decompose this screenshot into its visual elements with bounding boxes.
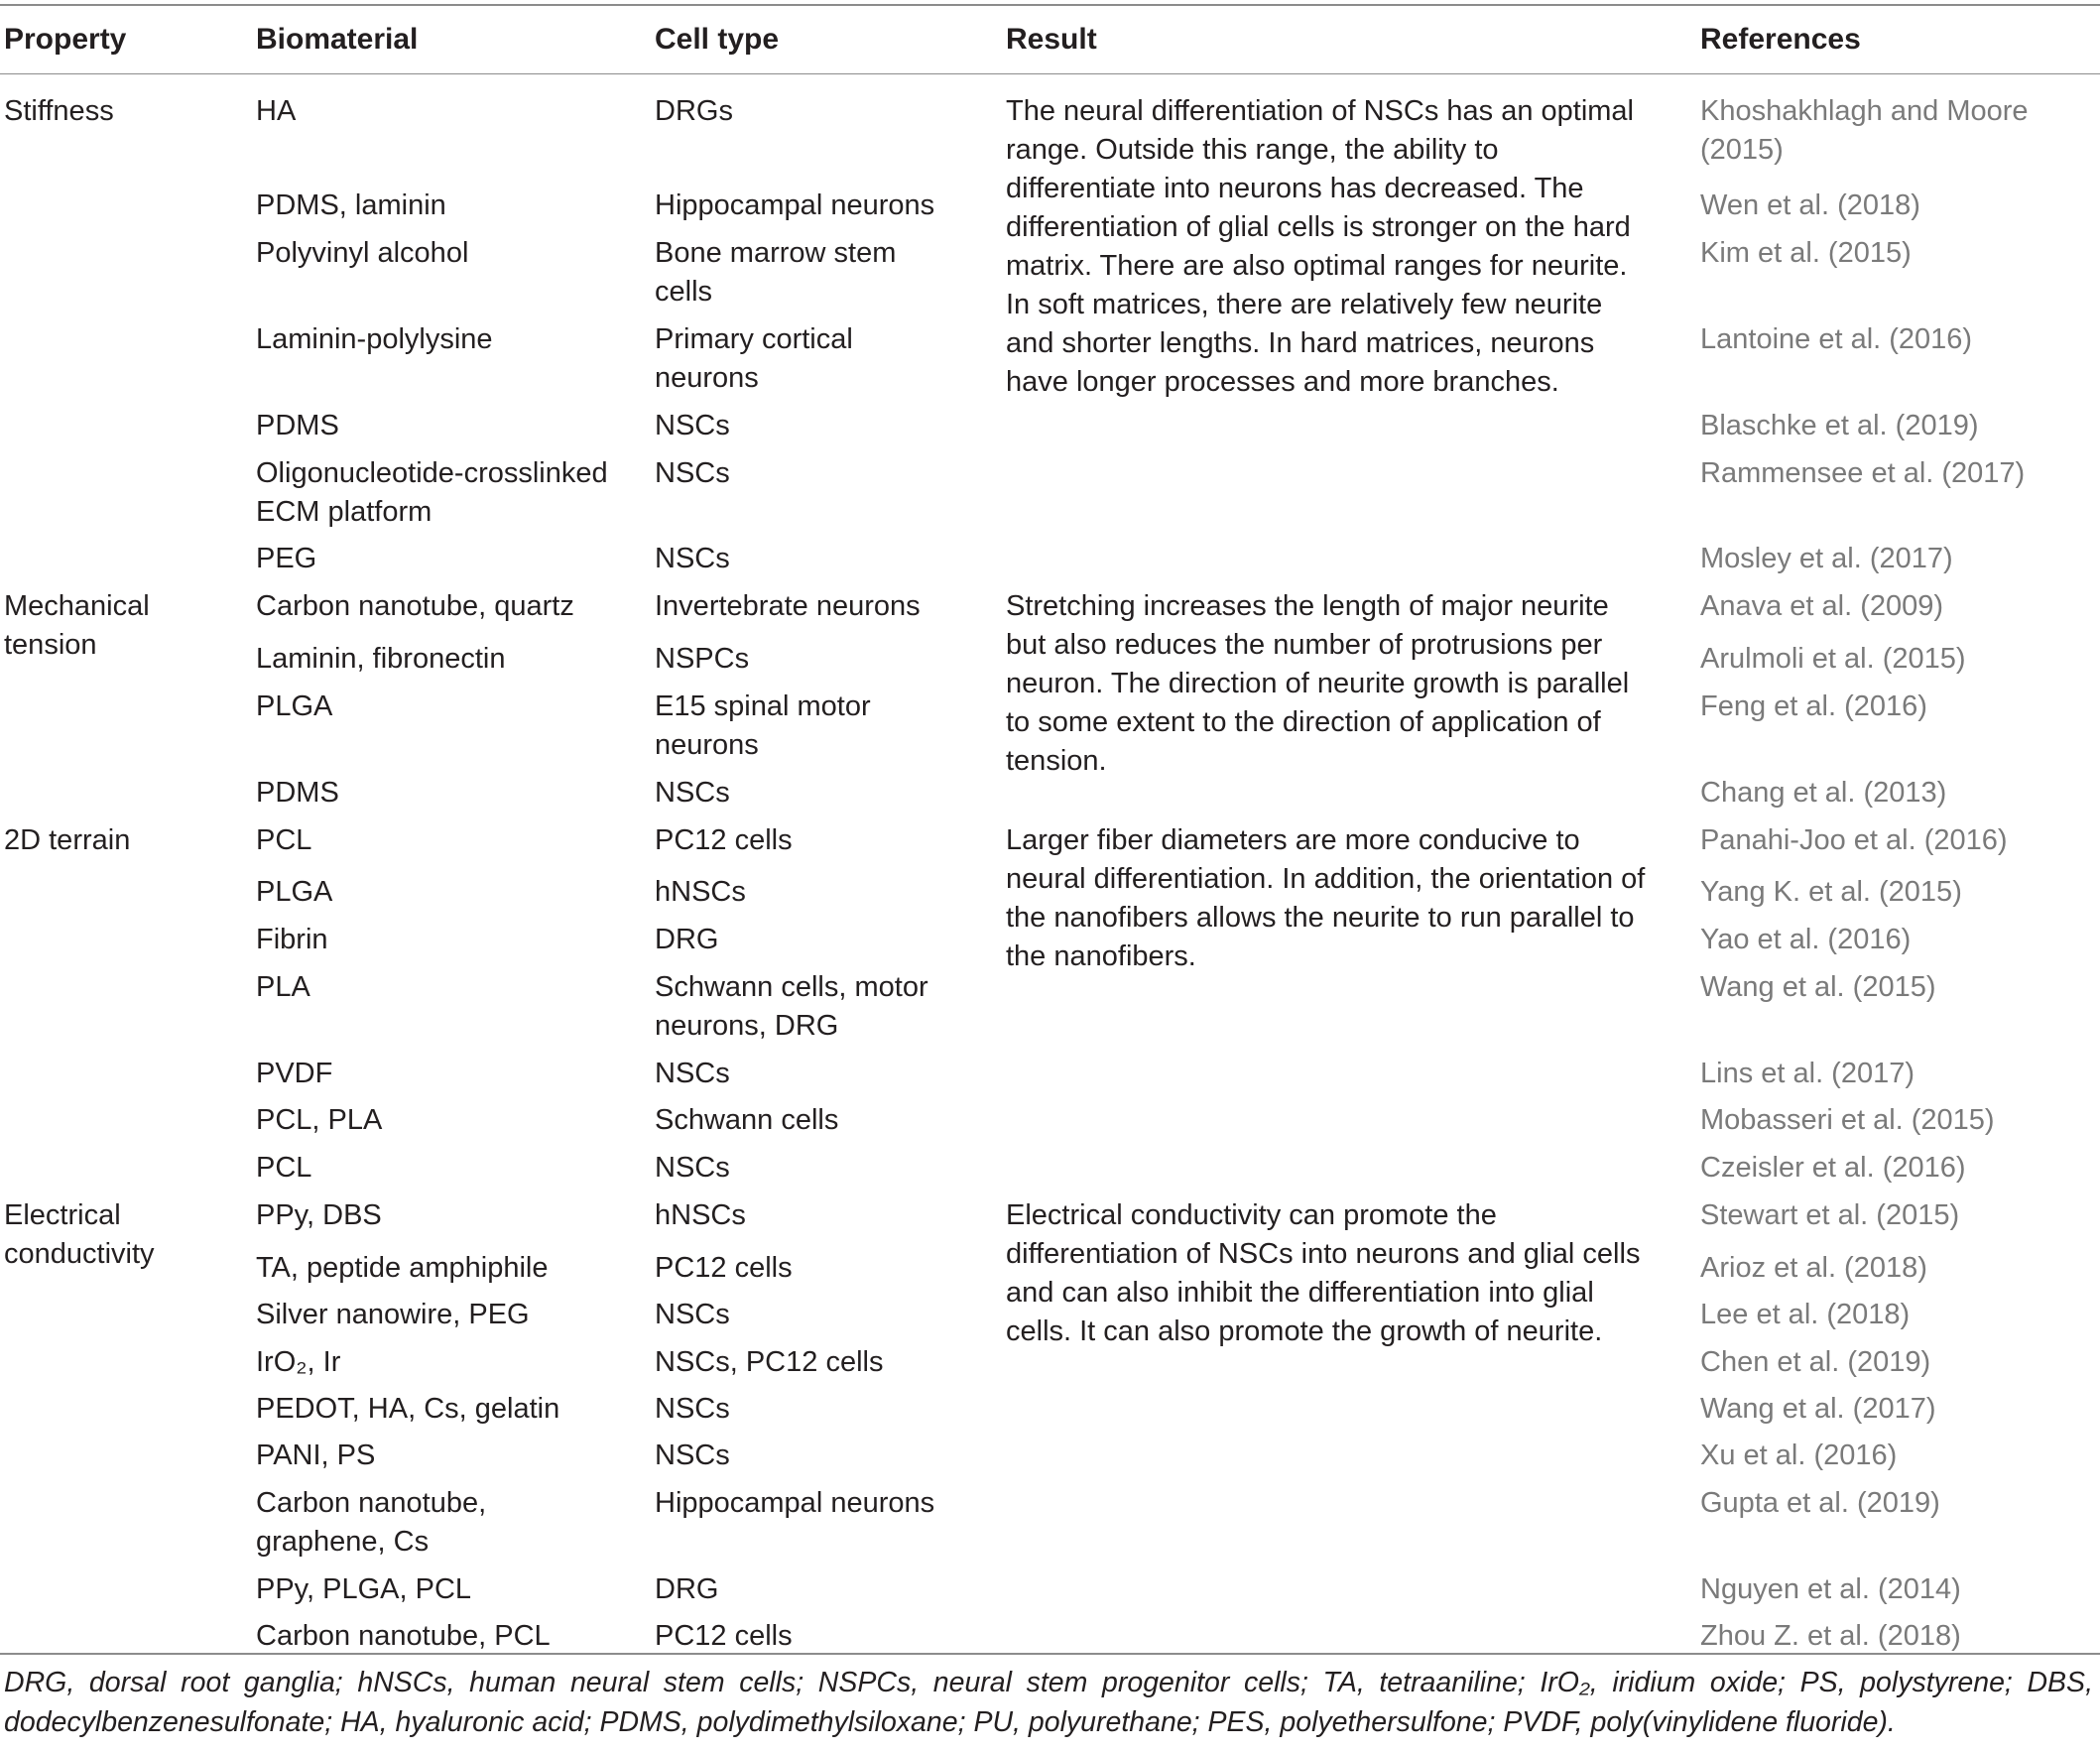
reference-cell — [1700, 540, 1953, 578]
cell-type-cell — [655, 1343, 883, 1382]
biomaterial-cell-line: PDMS — [256, 410, 339, 441]
reference-cell — [1700, 92, 2029, 170]
reference-cell — [1700, 1437, 1897, 1475]
biomaterial-cell-line: ECM platform — [256, 496, 432, 528]
reference-cell-line: Rammensee et al. (2017) — [1700, 457, 2026, 489]
cell-type-cell-line: Bone marrow stem — [655, 237, 897, 269]
property-label — [4, 1196, 155, 1274]
reference-cell-line: Gupta et al. (2019) — [1700, 1487, 1940, 1519]
biomaterial-cell-line: PCL, PLA — [256, 1104, 383, 1136]
reference-cell — [1700, 1149, 1966, 1188]
property-label-line: Electrical — [4, 1199, 121, 1231]
cell-type-cell-line: Invertebrate neurons — [655, 590, 921, 622]
reference-cell — [1700, 688, 1927, 726]
biomaterial-cell — [256, 640, 505, 679]
cell-type-cell — [655, 1390, 730, 1429]
cell-type-cell — [655, 873, 746, 912]
result-text: Electrical conductivity can promote the differentiation of NSCs into neurons and glial cells and can also inhibit the differentiation into glial cells. It can also promote the growth of neurite. — [1006, 1199, 1641, 1347]
biomaterial-cell — [256, 1101, 382, 1140]
biomaterial-cell-line: Silver nanowire, PEG — [256, 1299, 530, 1330]
reference-cell — [1700, 320, 1972, 359]
reference-cell — [1700, 968, 1936, 1007]
property-label-line: conductivity — [4, 1238, 155, 1270]
table-bottom-rule — [0, 1653, 2100, 1655]
cell-type-cell-line: NSPCs — [655, 643, 750, 675]
biomaterial-cell-line: PEDOT, HA, Cs, gelatin — [256, 1393, 560, 1425]
reference-cell-line: Kim et al. (2015) — [1700, 237, 1912, 269]
cell-type-cell-line: DRGs — [655, 95, 733, 127]
cell-type-cell-line: NSCs — [655, 1152, 730, 1184]
biomaterial-cell — [256, 873, 332, 912]
biomaterial-cell — [256, 1484, 486, 1562]
reference-cell-line: Arulmoli et al. (2015) — [1700, 643, 1966, 675]
reference-cell — [1700, 640, 1966, 679]
biomaterial-cell-line: Laminin-polylysine — [256, 323, 493, 355]
reference-cell-line: Wang et al. (2017) — [1700, 1393, 1936, 1425]
reference-cell — [1700, 821, 2008, 860]
cell-type-cell — [655, 454, 730, 493]
reference-cell-line: Chen et al. (2019) — [1700, 1346, 1931, 1378]
cell-type-cell — [655, 1617, 793, 1656]
cell-type-cell — [655, 320, 853, 398]
reference-cell — [1700, 407, 1978, 445]
biomaterial-cell-line: graphene, Cs — [256, 1526, 430, 1558]
cell-type-cell-line: hNSCs — [655, 1199, 746, 1231]
cell-type-cell-line: Hippocampal neurons — [655, 1487, 935, 1519]
reference-cell-line: Czeisler et al. (2016) — [1700, 1152, 1966, 1184]
biomaterial-cell — [256, 1343, 340, 1382]
biomaterial-cell-line: PLGA — [256, 690, 333, 722]
biomaterial-cell — [256, 688, 332, 726]
biomaterial-cell — [256, 968, 310, 1007]
biomaterial-cell — [256, 1196, 382, 1235]
reference-cell — [1700, 1055, 1915, 1093]
cell-type-cell-line: E15 spinal motor — [655, 690, 871, 722]
cell-type-cell — [655, 1484, 934, 1523]
reference-cell-line: Lee et al. (2018) — [1700, 1299, 1911, 1330]
cell-type-cell-line: neurons, DRG — [655, 1010, 839, 1042]
biomaterial-cell-line: Oligonucleotide-crosslinked — [256, 457, 608, 489]
cell-type-cell — [655, 1149, 730, 1188]
biomaterial-cell-line: PANI, PS — [256, 1440, 376, 1471]
cell-type-cell-line: Schwann cells, motor — [655, 971, 928, 1003]
cell-type-cell — [655, 640, 749, 679]
reference-cell-line: Lins et al. (2017) — [1700, 1058, 1915, 1089]
cell-type-cell-line: NSCs — [655, 457, 730, 489]
cell-type-cell-line: PC12 cells — [655, 1620, 793, 1652]
cell-type-cell — [655, 821, 793, 860]
reference-cell — [1700, 187, 1920, 225]
property-label-line: Stiffness — [4, 95, 114, 127]
biomaterial-cell-line: PEG — [256, 543, 317, 574]
biomaterial-cell-line: PCL — [256, 1152, 312, 1184]
cell-type-cell-line: DRG — [655, 924, 719, 955]
biomaterial-cell-line: PDMS, laminin — [256, 189, 446, 221]
cell-type-cell-line: NSCs — [655, 543, 730, 574]
biomaterial-cell — [256, 774, 339, 813]
cell-type-cell-line: neurons — [655, 362, 759, 394]
cell-type-cell-line: PC12 cells — [655, 1252, 793, 1284]
biomaterial-cell — [256, 540, 316, 578]
biomaterial-cell — [256, 587, 574, 626]
biomaterial-cell — [256, 234, 468, 273]
cell-type-cell-line: NSCs — [655, 410, 730, 441]
cell-type-cell-line: neurons — [655, 729, 759, 761]
cell-type-cell — [655, 1570, 718, 1609]
reference-cell — [1700, 587, 1943, 626]
reference-cell-line: Lantoine et al. (2016) — [1700, 323, 1973, 355]
biomaterial-cell-line: PVDF — [256, 1058, 333, 1089]
header-biomaterial: Biomaterial — [256, 23, 419, 56]
biomaterial-cell-line: PLA — [256, 971, 310, 1003]
reference-cell-line: Mobasseri et al. (2015) — [1700, 1104, 1995, 1136]
biomaterial-cell-line: PPy, DBS — [256, 1199, 382, 1231]
cell-type-cell — [655, 234, 896, 312]
reference-cell-line: Blaschke et al. (2019) — [1700, 410, 1979, 441]
result-text: Larger fiber diameters are more conducive to neural differentiation. In addition, the orientation of the nanofibers allows the neurite to run parallel to the nanofibers. — [1006, 824, 1646, 972]
reference-cell-line: Wang et al. (2015) — [1700, 971, 1936, 1003]
biomaterial-cell-line: IrO₂, Ir — [256, 1346, 341, 1378]
cell-type-cell — [655, 1296, 730, 1334]
biomaterial-cell-line: Carbon nanotube, quartz — [256, 590, 574, 622]
reference-cell — [1700, 1484, 1940, 1523]
reference-cell — [1700, 873, 1962, 912]
cell-type-cell-line: DRG — [655, 1573, 719, 1605]
cell-type-cell — [655, 688, 871, 765]
cell-type-cell — [655, 1055, 730, 1093]
cell-type-cell-line: NSCs — [655, 1440, 730, 1471]
reference-cell-line: Feng et al. (2016) — [1700, 690, 1927, 722]
reference-cell — [1700, 1570, 1961, 1609]
biomaterial-cell — [256, 92, 296, 131]
biomaterial-cell — [256, 407, 339, 445]
cell-type-cell-line: cells — [655, 276, 713, 308]
cell-type-cell-line: hNSCs — [655, 876, 746, 908]
reference-cell-line: Anava et al. (2009) — [1700, 590, 1944, 622]
property-label — [4, 821, 130, 860]
table-top-rule — [0, 4, 2100, 6]
biomaterial-cell-line: HA — [256, 95, 297, 127]
cell-type-cell-line: NSCs — [655, 1058, 730, 1089]
biomaterial-cell — [256, 1296, 530, 1334]
cell-type-cell-line: Primary cortical — [655, 323, 853, 355]
biomaterial-cell — [256, 454, 608, 532]
reference-cell-line: Arioz et al. (2018) — [1700, 1252, 1927, 1284]
cell-type-cell-line: NSCs — [655, 777, 730, 809]
header-property: Property — [4, 23, 127, 56]
biomaterial-cell-line: Carbon nanotube, PCL — [256, 1620, 551, 1652]
header-result: Result — [1006, 23, 1097, 56]
biomaterial-cell-line: PPy, PLGA, PCL — [256, 1573, 472, 1605]
biomaterial-cell — [256, 1570, 471, 1609]
reference-cell-line: Wen et al. (2018) — [1700, 189, 1920, 221]
biomaterial-cell — [256, 1249, 548, 1288]
reference-cell-line: Khoshakhlagh and Moore — [1700, 95, 2029, 127]
property-label-line: Mechanical — [4, 590, 150, 622]
reference-cell — [1700, 454, 2025, 493]
cell-type-cell — [655, 968, 928, 1046]
cell-type-cell — [655, 92, 733, 131]
cell-type-cell-line: Hippocampal neurons — [655, 189, 935, 221]
biomaterial-cell-line: TA, peptide amphiphile — [256, 1252, 549, 1284]
header-rule — [0, 73, 2100, 74]
biomaterial-cell — [256, 1055, 332, 1093]
reference-cell-line: Stewart et al. (2015) — [1700, 1199, 1960, 1231]
property-label-line: tension — [4, 629, 97, 661]
reference-cell-line: Zhou Z. et al. (2018) — [1700, 1620, 1961, 1652]
reference-cell — [1700, 774, 1946, 813]
reference-cell-line: Yang K. et al. (2015) — [1700, 876, 1962, 908]
reference-cell — [1700, 1101, 1995, 1140]
reference-cell-line: Nguyen et al. (2014) — [1700, 1573, 1961, 1605]
result-text: Stretching increases the length of major neurite but also reduces the number of protrusions per neuron. The direction of neurite growth is parallel to some extent to the direction of application of tension. — [1006, 590, 1630, 777]
cell-type-cell — [655, 774, 730, 813]
cell-type-cell — [655, 1196, 746, 1235]
reference-cell — [1700, 1617, 1961, 1656]
cell-type-cell — [655, 540, 730, 578]
cell-type-cell — [655, 407, 730, 445]
property-label-line: 2D terrain — [4, 824, 131, 856]
cell-type-cell-line: NSCs — [655, 1299, 730, 1330]
cell-type-cell — [655, 921, 718, 959]
cell-type-cell-line: Schwann cells — [655, 1104, 839, 1136]
biomaterial-cell-line: Fibrin — [256, 924, 328, 955]
reference-cell-line: Panahi-Joo et al. (2016) — [1700, 824, 2008, 856]
biomaterial-cell — [256, 821, 311, 860]
cell-type-cell — [655, 187, 934, 225]
reference-cell-line: (2015) — [1700, 134, 1784, 166]
reference-cell — [1700, 1296, 1910, 1334]
biomaterial-cell — [256, 921, 328, 959]
biomaterial-cell-line: Carbon nanotube, — [256, 1487, 487, 1519]
biomaterial-cell — [256, 1617, 551, 1656]
biomaterial-cell-line: PDMS — [256, 777, 339, 809]
cell-type-cell — [655, 1101, 838, 1140]
reference-cell-line: Mosley et al. (2017) — [1700, 543, 1953, 574]
reference-cell — [1700, 1249, 1927, 1288]
reference-cell — [1700, 1390, 1936, 1429]
table-footnote: DRG, dorsal root ganglia; hNSCs, human neural stem cells; NSPCs, neural stem progenitor cells; TA, tetraaniline; IrO₂, iridium oxide; PS, polystyrene; DBS, dodecylbenzenesulfonate; HA, hyaluronic acid; PDMS, polydimethylsiloxane; PU, polyurethane; PES, polyethersulfone; PVDF, poly(vinylidene fluoride). — [4, 1667, 2093, 1738]
property-label — [4, 587, 150, 665]
cell-type-cell-line: PC12 cells — [655, 824, 793, 856]
header-references: References — [1700, 23, 1861, 56]
biomaterial-cell — [256, 1149, 311, 1188]
biomaterial-cell — [256, 187, 446, 225]
header-cell-type: Cell type — [655, 23, 780, 56]
result-text: The neural differentiation of NSCs has an optimal range. Outside this range, the ability to differentiate into neurons has decreased. The differentiation of glial cells is stronger on the hard matrix. There are also optimal ranges for neurite. In soft matrices, there are relatively few neurite and shorter lengths. In hard matrices, neurons have longer processes and more branches. — [1006, 95, 1634, 398]
reference-cell-line: Xu et al. (2016) — [1700, 1440, 1898, 1471]
biomaterial-cell-line: Polyvinyl alcohol — [256, 237, 469, 269]
cell-type-cell-line: NSCs — [655, 1393, 730, 1425]
reference-cell — [1700, 234, 1912, 273]
cell-type-cell — [655, 1249, 793, 1288]
cell-type-cell-line: NSCs, PC12 cells — [655, 1346, 884, 1378]
reference-cell — [1700, 921, 1911, 959]
reference-cell-line: Yao et al. (2016) — [1700, 924, 1912, 955]
reference-cell-line: Chang et al. (2013) — [1700, 777, 1947, 809]
cell-type-cell — [655, 1437, 730, 1475]
cell-type-cell — [655, 587, 921, 626]
biomaterial-cell — [256, 320, 493, 359]
reference-cell — [1700, 1196, 1959, 1235]
biomaterial-cell — [256, 1437, 375, 1475]
biomaterial-cell-line: PCL — [256, 824, 312, 856]
biomaterial-cell-line: Laminin, fibronectin — [256, 643, 506, 675]
biomaterial-cell — [256, 1390, 559, 1429]
property-label — [4, 92, 114, 131]
biomaterial-cell-line: PLGA — [256, 876, 333, 908]
reference-cell — [1700, 1343, 1930, 1382]
